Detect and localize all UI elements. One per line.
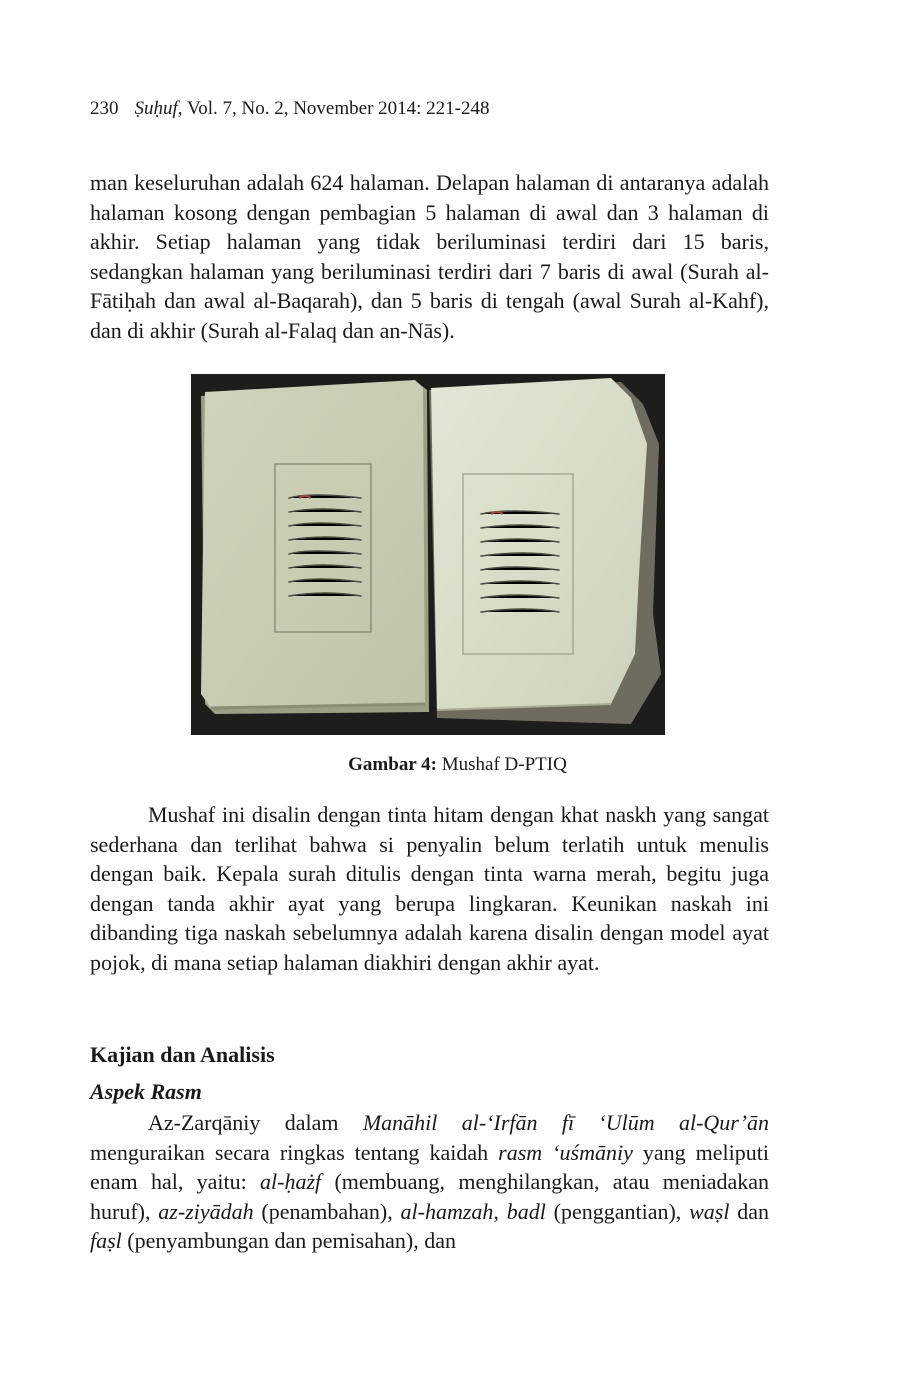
running-header — [90, 98, 490, 120]
body-paragraph-2: Mushaf ini disalin dengan tinta hitam dengan khat naskh yang sangat sederhana dan terlihat bahwa si penyalin belum terlatih untuk menulis dengan baik. Kepala surah ditulis dengan tinta warna merah, begitu juga dengan tanda akhir ayat yang berupa lingkaran. Keunikan naskah ini dibanding tiga naskah sebelumnya adalah karena disalin dengan model ayat pojok, di mana setiap halaman diakhiri dengan akhir ayat. — [90, 802, 769, 975]
book-title: Manāhil al-‘Irfān fī ‘Ulūm al-Qur’ān — [362, 1110, 769, 1135]
body-paragraph-3 — [90, 1108, 769, 1256]
text-run: (membuang, menghilangkan, atau meniadakan huruf), — [90, 1169, 769, 1224]
body-paragraph-1: man keseluruhan adalah 624 halaman. Delapan halaman di antaranya adalah halaman kosong dengan pembagian 5 halaman di awal dan 3 halaman di akhir. Setiap halaman yang tidak beriluminasi terdiri dari 15 baris, sedangkan halaman yang beriluminasi terdiri dari 7 baris di awal (Surah al-Fātiḥah dan awal al-Baqarah), dan 5 baris di tengah (awal Surah al-Kahf), dan di akhir (Surah al-Falaq dan an-Nās). — [90, 170, 769, 343]
term: faṣl — [90, 1228, 122, 1253]
term: waṣl — [689, 1198, 730, 1224]
text-run: yang meliputi enam hal, yaitu: — [90, 1139, 770, 1194]
term: rasm ‘uśmāniy — [498, 1139, 633, 1165]
text-run: dan — [729, 1198, 770, 1224]
page-number: 230 — [90, 98, 119, 119]
caption-text: Mushaf D-PTIQ — [437, 754, 567, 775]
text-run: (penggantian), — [545, 1198, 690, 1224]
journal-title: Ṣuḥuf — [134, 98, 178, 119]
term: al-ḥażf — [260, 1169, 322, 1194]
term: badl — [506, 1198, 546, 1224]
text-run: Az-Zarqāniy dalam — [148, 1110, 363, 1135]
journal-issue: , Vol. 7, No. 2, November 2014: 221-248 — [177, 98, 490, 119]
text-run: (penyambungan dan pemisahan), dan — [121, 1228, 456, 1253]
text-run: menguraikan secara ringkas tentang kaidah — [90, 1139, 499, 1165]
figure-caption — [0, 754, 915, 776]
term: al-hamzah — [400, 1198, 494, 1224]
text-run: , — [493, 1198, 507, 1224]
section-heading: Kajian dan Analisis — [90, 1042, 275, 1067]
text-run: (penambahan), — [253, 1198, 401, 1224]
manuscript-photo — [191, 374, 665, 735]
caption-label: Gambar 4: — [348, 754, 437, 775]
subsection-heading: Aspek Rasm — [90, 1079, 202, 1104]
term: az-ziyādah — [158, 1198, 254, 1224]
open-mushaf-illustration — [191, 374, 665, 735]
